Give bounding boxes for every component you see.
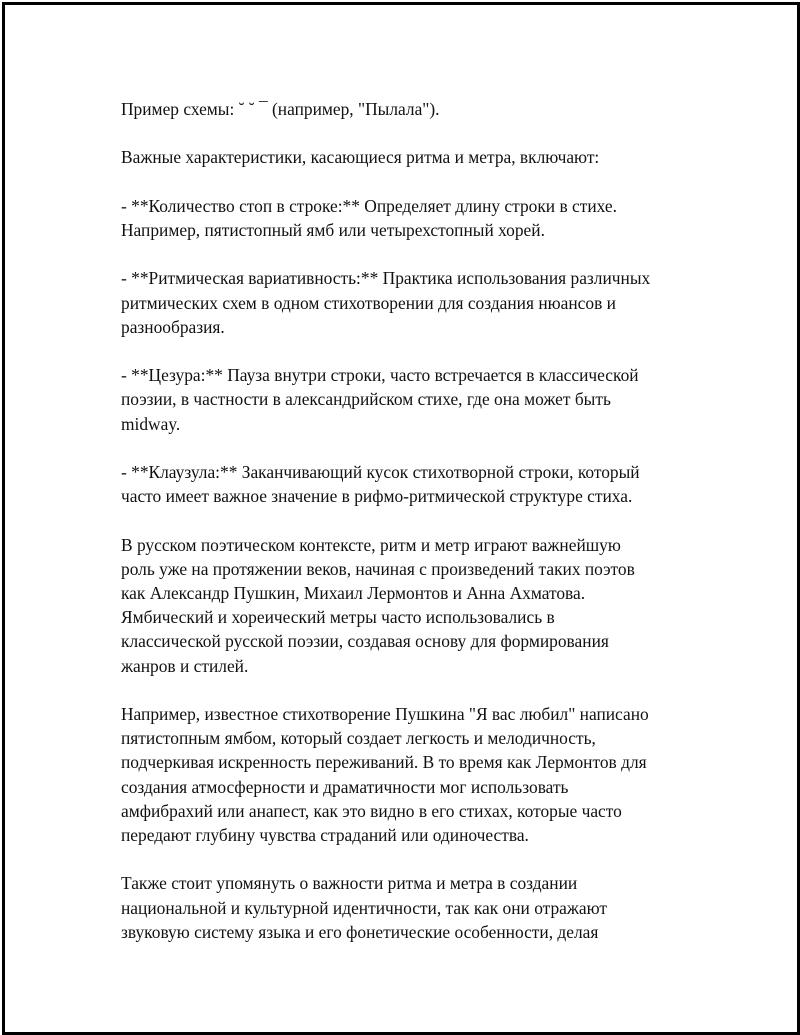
list-item-clausula: - **Клаузула:** Заканчивающий кусок стихотворной строки, который часто имеет важное значение в рифмо-ритмической структуре стиха. bbox=[121, 461, 640, 507]
paragraph-pushkin-example: Например, известное стихотворение Пушкина "Я вас любил" написано пятистопным ямбом, который создает легкость и мелодичность, подчеркивая искренность переживаний. В то время как Лермонтов для создания атмосферности и драматичности мог использовать амфибрахий или анапест, как это видно в его стихах, которые часто передают глубину чувства страданий или одиночества. bbox=[121, 703, 649, 845]
paragraph-russian-context: В русском поэтическом контексте, ритм и метр играют важнейшую роль уже на протяжении веков, начиная с произведений таких поэтов как Александр Пушкин, Михаил Лермонтов и Анна Ахматова. Ямбический и хореический метры часто использовались в классической русской поэзии, создавая основу для формирования жанров и стилей. bbox=[121, 534, 635, 676]
page-frame bbox=[2, 2, 800, 1035]
list-item-feet-count: - **Количество стоп в строке:** Определяет длину строки в стихе. Например, пятистопный ямб или четырехстопный хорей. bbox=[121, 195, 617, 240]
paragraph-national-identity: Также стоит упомянуть о важности ритма и метра в создании национальной и культурной идентичности, так как они отражают звуковую систему языка и его фонетические особенности, делая bbox=[121, 873, 607, 942]
list-item-rhythmic-variability: - **Ритмическая вариативность:** Практика использования различных ритмических схем в одном стихотворении для создания нюансов и разнообразия. bbox=[121, 268, 651, 337]
paragraph-scheme-example: Пример схемы: ˘ ˘ ¯ (например, "Пылала"). bbox=[121, 99, 440, 119]
list-item-caesura: - **Цезура:** Пауза внутри строки, часто встречается в классической поэзии, в частности в александрийском стихе, где она может быть midway. bbox=[121, 365, 639, 434]
document-body bbox=[121, 97, 721, 968]
paragraph-characteristics-intro: Важные характеристики, касающиеся ритма и метра, включают: bbox=[121, 147, 600, 168]
